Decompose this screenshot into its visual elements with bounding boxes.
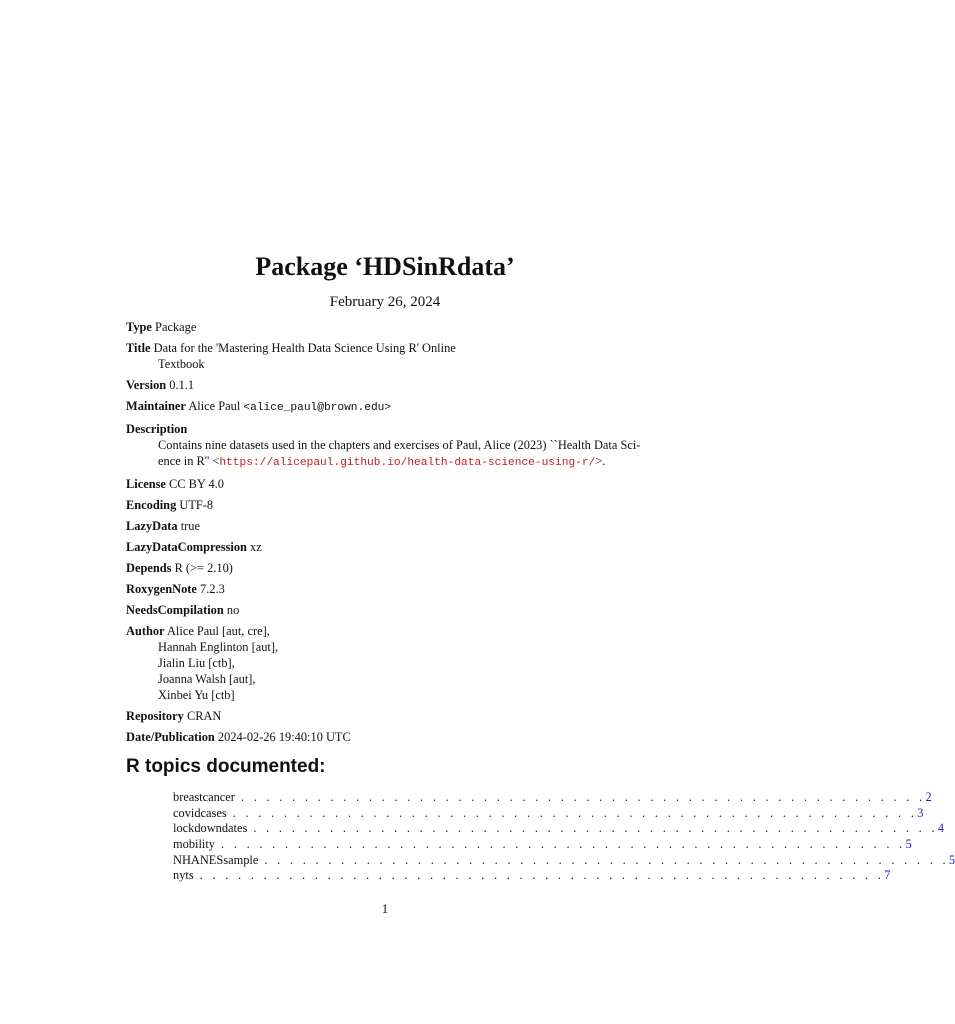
- maintainer-name: Alice Paul: [188, 399, 241, 413]
- field-lazydatacompression: [126, 539, 656, 555]
- toc-entry[interactable]: [173, 805, 924, 822]
- field-label: Title: [126, 341, 151, 355]
- field-label: Maintainer: [126, 399, 186, 413]
- field-label: Author: [126, 624, 165, 638]
- field-value: xz: [250, 540, 262, 554]
- description-fields: [126, 319, 656, 750]
- field-value: Package: [155, 320, 197, 334]
- table-of-contents: [173, 790, 955, 884]
- field-needscompilation: [126, 602, 656, 618]
- toc-leader-dots: . . . . . . . . . . . . . . . . . . . . . . . . . . . . . . . . . . . . . . . . . . . . . . . . . . . . . .: [264, 852, 949, 867]
- field-label: LazyData: [126, 519, 178, 533]
- description-text-post: >.: [595, 454, 606, 468]
- field-datepublication: [126, 729, 656, 745]
- toc-leader-dots: . . . . . . . . . . . . . . . . . . . . . . . . . . . . . . . . . . . . . . . . . . . . . . . . . . . . . .: [253, 821, 938, 836]
- toc-entry-name[interactable]: covidcases: [173, 805, 227, 820]
- author-line: Xinbei Yu [ctb]: [158, 688, 235, 702]
- field-value: CC BY 4.0: [169, 477, 224, 491]
- field-label: Encoding: [126, 498, 177, 512]
- toc-leader-dots: . . . . . . . . . . . . . . . . . . . . . . . . . . . . . . . . . . . . . . . . . . . . . . . . . . . . . .: [240, 790, 926, 804]
- toc-entry-name[interactable]: breastcancer: [173, 790, 235, 804]
- field-label: License: [126, 477, 166, 491]
- toc-leader-dots: . . . . . . . . . . . . . . . . . . . . . . . . . . . . . . . . . . . . . . . . . . . . . . . . . . . . . .: [221, 837, 906, 852]
- toc-entry-name[interactable]: nyts: [173, 868, 194, 883]
- field-value: Data for the 'Mastering Health Data Science Using R' Online: [153, 341, 456, 355]
- field-label: Date/Publication: [126, 730, 215, 744]
- field-value: 0.1.1: [169, 378, 195, 392]
- toc-page-link[interactable]: 2: [925, 790, 932, 804]
- field-version: [126, 377, 656, 393]
- author-line: Joanna Walsh [aut],: [158, 672, 256, 686]
- description-text-pre: ence in R'' <: [158, 454, 220, 468]
- field-value: no: [226, 603, 240, 617]
- field-title: [126, 340, 656, 372]
- field-value: R (>= 2.10): [174, 561, 233, 575]
- field-label: Depends: [126, 561, 172, 575]
- toc-leader-dots: . . . . . . . . . . . . . . . . . . . . . . . . . . . . . . . . . . . . . . . . . . . . . . . . . . . . . .: [199, 868, 885, 883]
- field-description: [126, 421, 656, 471]
- package-title: Package ‘HDSinRdata’: [255, 252, 515, 281]
- toc-entry-name[interactable]: lockdowndates: [173, 821, 248, 836]
- field-label: Repository: [126, 709, 184, 723]
- field-label: RoxygenNote: [126, 582, 197, 596]
- field-label: NeedsCompilation: [126, 603, 224, 617]
- toc-page-link[interactable]: 5: [948, 852, 955, 867]
- topics-heading: R topics documented:: [126, 756, 326, 777]
- field-author: [126, 623, 656, 703]
- field-roxygennote: [126, 581, 656, 597]
- author-line: Hannah Englinton [aut],: [158, 640, 279, 654]
- field-label: Description: [126, 422, 188, 436]
- description-line: [158, 453, 656, 471]
- author-line: Alice Paul [aut, cre],: [166, 624, 270, 638]
- toc-page-link[interactable]: 7: [884, 868, 891, 883]
- toc-leader-dots: . . . . . . . . . . . . . . . . . . . . . . . . . . . . . . . . . . . . . . . . . . . . . . . . . . . . . .: [232, 805, 918, 820]
- field-label: LazyDataCompression: [126, 540, 247, 554]
- field-depends: [126, 560, 656, 576]
- author-line: Jialin Liu [ctb],: [158, 656, 235, 670]
- maintainer-email: <alice_paul@brown.edu>: [243, 402, 392, 414]
- toc-entry-name[interactable]: mobility: [173, 837, 215, 852]
- field-repository: [126, 708, 656, 724]
- field-value: CRAN: [186, 709, 222, 723]
- field-value: true: [180, 519, 200, 533]
- toc-entry[interactable]: [173, 837, 912, 853]
- field-label: Type: [126, 320, 152, 334]
- description-text: [126, 437, 656, 471]
- toc-page-link[interactable]: 5: [905, 837, 912, 852]
- field-encoding: [126, 497, 656, 513]
- field-type: [126, 319, 656, 335]
- field-value: 2024-02-26 19:40:10 UTC: [217, 730, 351, 744]
- field-maintainer: [126, 398, 656, 416]
- description-url-link[interactable]: https://alicepaul.github.io/health-data-science-using-r/: [219, 457, 596, 469]
- description-line: Contains nine datasets used in the chapters and exercises of Paul, Alice (2023) ``Health Data Sci-: [158, 438, 641, 452]
- toc-entry[interactable]: [173, 821, 945, 837]
- package-date: February 26, 2024: [329, 294, 441, 310]
- field-value: 7.2.3: [200, 582, 225, 596]
- page-number: 1: [381, 901, 389, 916]
- toc-entry-name[interactable]: NHANESsample: [173, 852, 259, 867]
- field-value-continued: Textbook: [158, 357, 205, 371]
- toc-entry[interactable]: [173, 790, 932, 806]
- field-lazydata: [126, 518, 656, 534]
- toc-entry[interactable]: [173, 852, 955, 869]
- toc-page-link[interactable]: 4: [937, 821, 945, 836]
- field-license: [126, 476, 656, 492]
- toc-entry[interactable]: [173, 868, 891, 884]
- field-label: Version: [126, 378, 167, 392]
- toc-page-link[interactable]: 3: [917, 805, 924, 820]
- field-value: UTF-8: [179, 498, 214, 512]
